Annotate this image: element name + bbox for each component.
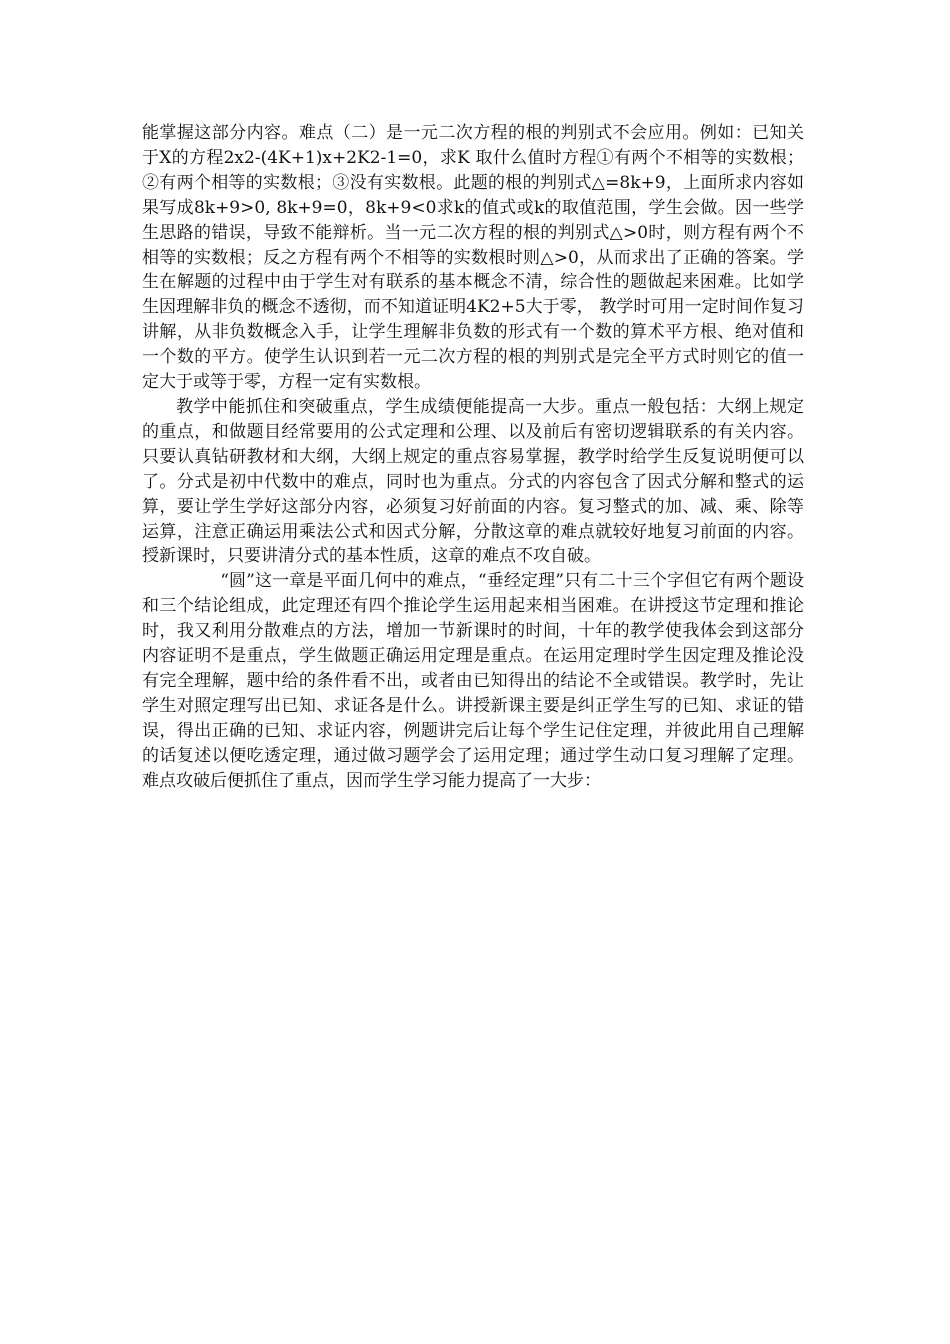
paragraph-discriminant: 能掌握这部分内容。难点（二）是一元二次方程的根的判别式不会应用。例如：已知关于X的方程2x2-(4K+1)x+2K2-1=0，求K 取什么值时方程①有两个不相等的实数根；②有两个相等的实数根；③没有实数根。此题的根的判别式△=8k+9，上面所求内容如果写成8k+9>0, 8k+9=0，8k+9<0求k的值式或k的取值范围，学生会做。因一些学生思路的错误，导致不能辩析。当一元二次方程的根的判别式△>0时，则方程有两个不相等的实数根；反之方程有两个不相等的实数根时则△>0，从而求出了正确的答案。学生在解题的过程中由于学生对有联系的基本概念不清，综合性的题做起来困难。比如学生因理解非负的概念不透彻，而不知道证明4K2+5大于零， 教学时可用一定时间作复习讲解，从非负数概念入手，让学生理解非负数的形式有一个数的算术平方根、绝对值和一个数的平方。使学生认识到若一元二次方程的根的判别式是完全平方式时则它的值一定大于或等于零，方程一定有实数根。: [142, 123, 804, 393]
paragraph-key-points: 教学中能抓住和突破重点，学生成绩便能提高一大步。重点一般包括：大纲上规定的重点，和做题目经常要用的公式定理和公理、以及前后有密切逻辑联系的有关内容。只要认真钻研教材和大纲，大纲上规定的重点容易掌握，教学时给学生反复说明便可以了。分式是初中代数中的难点，同时也为重点。分式的内容包含了因式分解和整式的运算，要让学生学好这部分内容，必须复习好前面的内容。复习整式的加、减、乘、除等运算，注意正确运用乘法公式和因式分解，分散这章的难点就较好地复习前面的内容。授新课时，只要讲清分式的基本性质，这章的难点不攻自破。: [142, 396, 804, 567]
document-body: [142, 121, 804, 793]
paragraph-circle-chapter: “圆”这一章是平面几何中的难点，“垂经定理”只有二十三个字但它有两个题设和三个结论组成，此定理还有四个推论学生运用起来相当困难。在讲授这节定理和推论时，我又利用分散难点的方法，增加一节新课时的时间，十年的教学使我体会到这部分内容证明不是重点，学生做题正确运用定理是重点。在运用定理时学生因定理及推论没有完全理解，题中给的条件看不出，或者由已知得出的结论不全或错误。教学时，先让学生对照定理写出已知、求证各是什么。讲授新课主要是纠正学生写的已知、求证的错误，得出正确的已知、求证内容，例题讲完后让每个学生记住定理，并彼此用自己理解的话复述以便吃透定理，通过做习题学会了运用定理；通过学生动口复习理解了定理。难点攻破后便抓住了重点，因而学生学习能力提高了一大步：: [142, 571, 804, 791]
